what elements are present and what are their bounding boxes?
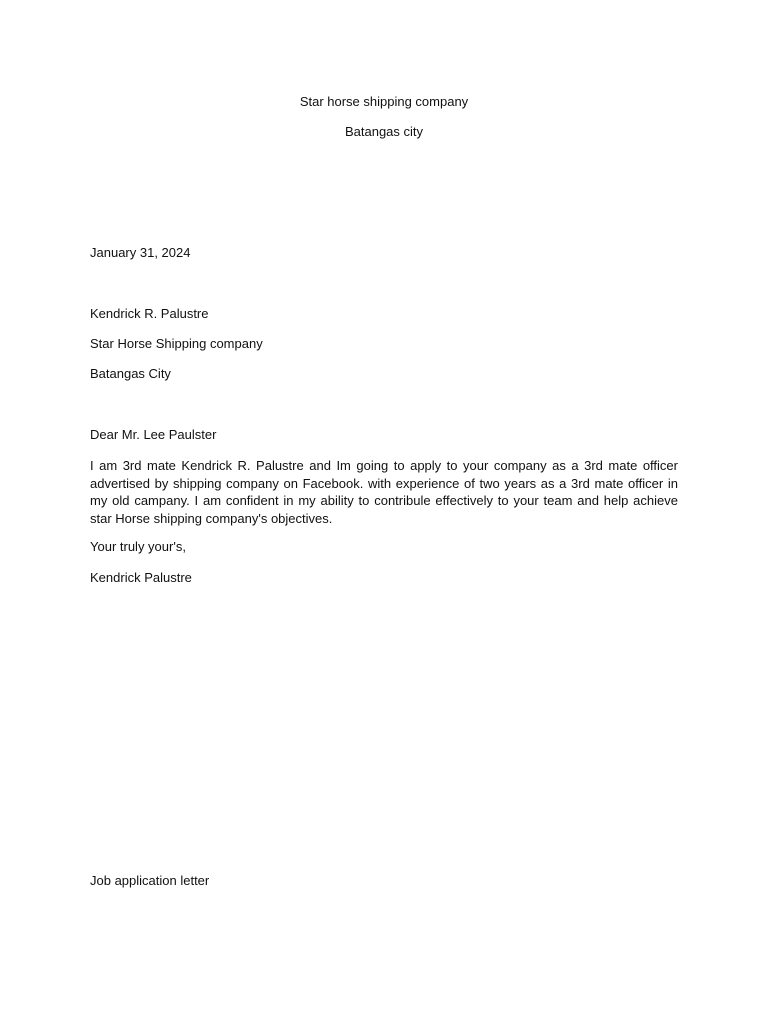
- recipient-city: Batangas City: [90, 366, 171, 381]
- recipient-name: Kendrick R. Palustre: [90, 306, 209, 321]
- closing: Your truly your's,: [90, 539, 186, 554]
- footer-label: Job application letter: [90, 873, 210, 888]
- recipient-company: Star Horse Shipping company: [90, 336, 263, 351]
- salutation: Dear Mr. Lee Paulster: [90, 427, 217, 442]
- letterhead-city: Batangas city: [344, 124, 424, 139]
- letter-date: January 31, 2024: [90, 245, 191, 260]
- letterhead-company: Star horse shipping company: [299, 94, 469, 109]
- signature: Kendrick Palustre: [90, 570, 192, 585]
- body-paragraph: I am 3rd mate Kendrick R. Palustre and Im going to apply to your company as a 3rd mate officer advertised by shipping company on Facebook. with experience of two years as a 3rd mate officer in my old campany. I am confident in my ability to contribule effectively to your team and help achieve star Horse shipping company's objectives.: [90, 458, 678, 526]
